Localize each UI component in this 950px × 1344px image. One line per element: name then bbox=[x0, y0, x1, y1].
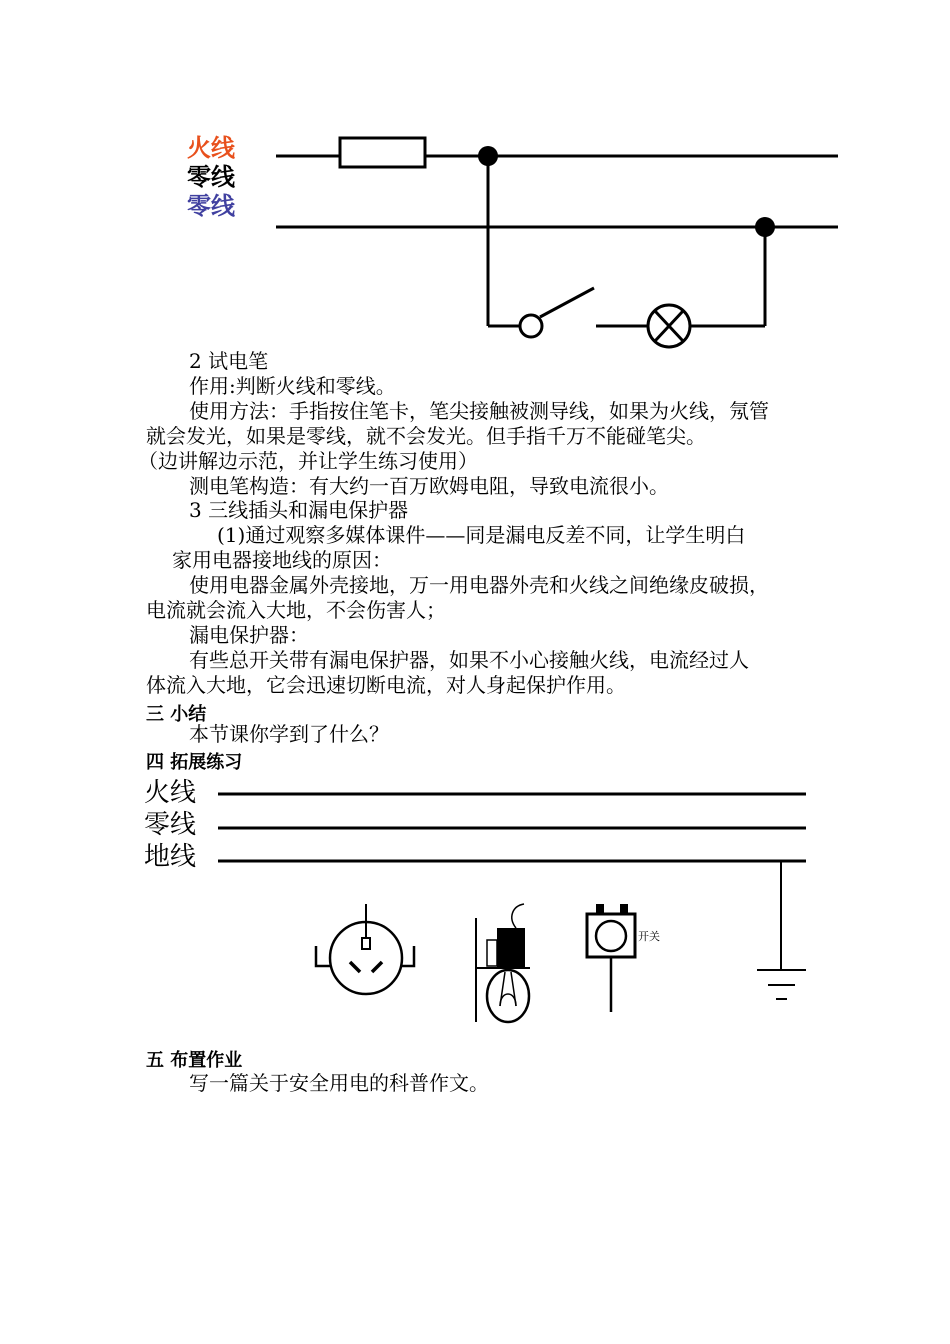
ground-symbol bbox=[757, 861, 806, 999]
section2-para: 作用:判断火线和零线。 bbox=[189, 374, 396, 398]
summary-heading: 三 小结 bbox=[146, 704, 207, 725]
section2-title: 2 试电笔 bbox=[189, 349, 269, 373]
practice-fire-label: 火线 bbox=[144, 778, 197, 808]
section2-para: 就会发光，如果是零线，就不会发光。但手指千万不能碰笔尖。 bbox=[146, 424, 706, 448]
switch-pivot bbox=[520, 315, 542, 337]
summary-text: 本节课你学到了什么？ bbox=[189, 722, 389, 746]
section3-para: (1)通过观察多媒体课件——同是漏电反差不同，让学生明白 bbox=[217, 523, 746, 547]
neutral-wire-label: 零线 bbox=[187, 163, 235, 191]
homework-heading: 五 布置作业 bbox=[146, 1050, 243, 1071]
switch-label: 开关 bbox=[638, 930, 660, 943]
section3-para: 漏电保护器： bbox=[189, 623, 309, 647]
switch-blade bbox=[540, 288, 594, 317]
section3-para: 家用电器接地线的原因： bbox=[172, 548, 392, 572]
fuse bbox=[340, 138, 425, 167]
section3-para: 使用电器金属外壳接地，万一用电器外壳和火线之间绝缘皮破损， bbox=[189, 573, 769, 597]
homework-text: 写一篇关于安全用电的科普作文。 bbox=[189, 1071, 489, 1095]
section2-para: 测电笔构造：有大约一百万欧姆电阻，导致电流很小。 bbox=[189, 474, 669, 498]
socket-icon bbox=[316, 904, 414, 994]
neutral-wire-label-blue: 零线 bbox=[187, 192, 235, 220]
practice-heading: 四 拓展练习 bbox=[146, 752, 243, 773]
bulb-icon bbox=[476, 904, 530, 1022]
practice-ground-label: 地线 bbox=[144, 842, 197, 872]
fire-wire-label: 火线 bbox=[187, 134, 235, 162]
circuit-schematic bbox=[0, 0, 950, 360]
section3-para: 体流入大地，它会迅速切断电流，对人身起保护作用。 bbox=[146, 673, 626, 697]
section3-para: 有些总开关带有漏电保护器，如果不小心接触火线，电流经过人 bbox=[189, 648, 749, 672]
practice-neutral-label: 零线 bbox=[144, 810, 197, 840]
switch-icon bbox=[587, 904, 635, 1012]
section2-para: 使用方法：手指按住笔卡，笔尖接触被测导线，如果为火线，氖管 bbox=[189, 399, 769, 423]
section3-title: 3 三线插头和漏电保护器 bbox=[189, 498, 409, 522]
section2-para: （边讲解边示范，并让学生练习使用） bbox=[138, 449, 478, 473]
section3-para: 电流就会流入大地，不会伤害人； bbox=[146, 598, 446, 622]
